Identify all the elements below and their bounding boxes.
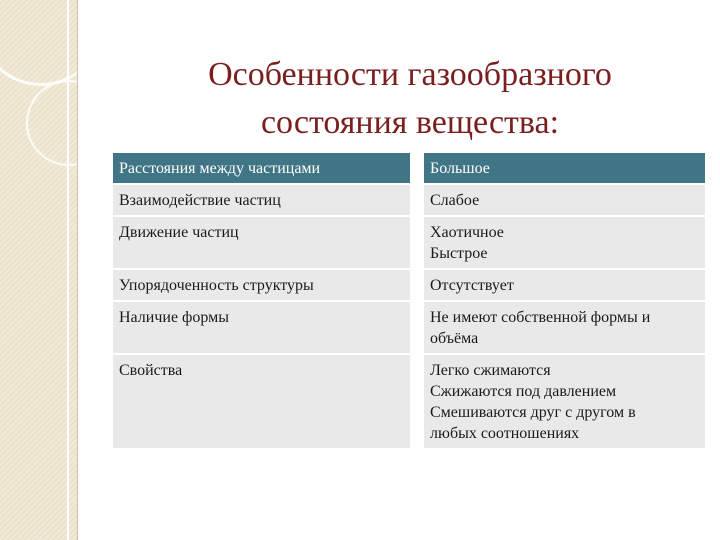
property-cell: Свойства: [113, 354, 417, 449]
value-line: Сжижаются под давлением: [430, 383, 617, 400]
slide-title-line: состояния вещества:: [260, 103, 560, 141]
value-cell: [417, 216, 705, 269]
sidebar-stripe: [67, 0, 69, 540]
sidebar-divider: [77, 0, 78, 540]
value-line: Легко сжимаются: [430, 362, 551, 379]
table-row: [113, 354, 705, 449]
gas-properties-table: [113, 153, 705, 450]
property-cell: Упорядоченность структуры: [113, 269, 417, 301]
value-cell: [417, 184, 705, 216]
property-cell: Наличие формы: [113, 301, 417, 354]
table-header-row: [113, 153, 705, 184]
table-row: [113, 269, 705, 301]
value-line: Смешиваются друг с другом в: [430, 404, 636, 421]
value-line: Отсутствует: [430, 277, 514, 294]
value-cell: [417, 354, 705, 449]
decorative-sidebar: [0, 0, 78, 540]
value-line: Не имеют собственной формы и: [430, 309, 651, 326]
value-line: Быстрое: [430, 245, 488, 262]
slide-title: [140, 51, 680, 147]
property-cell: Взаимодействие частиц: [113, 184, 417, 216]
value-line: Хаотичное: [430, 224, 504, 241]
slide-title-line: Особенности газообразного: [208, 55, 612, 93]
table-row: [113, 216, 705, 269]
decorative-circle: [26, 80, 78, 166]
header-property-cell: Расстояния между частицами: [113, 153, 417, 184]
table-row: [113, 301, 705, 354]
property-cell: Движение частиц: [113, 216, 417, 269]
value-line: любых соотношениях: [430, 425, 580, 442]
header-value-cell: Большое: [417, 153, 705, 184]
value-line: Слабое: [430, 192, 480, 209]
value-cell: [417, 301, 705, 354]
value-line: объёма: [430, 330, 479, 347]
value-cell: [417, 269, 705, 301]
table-row: [113, 184, 705, 216]
